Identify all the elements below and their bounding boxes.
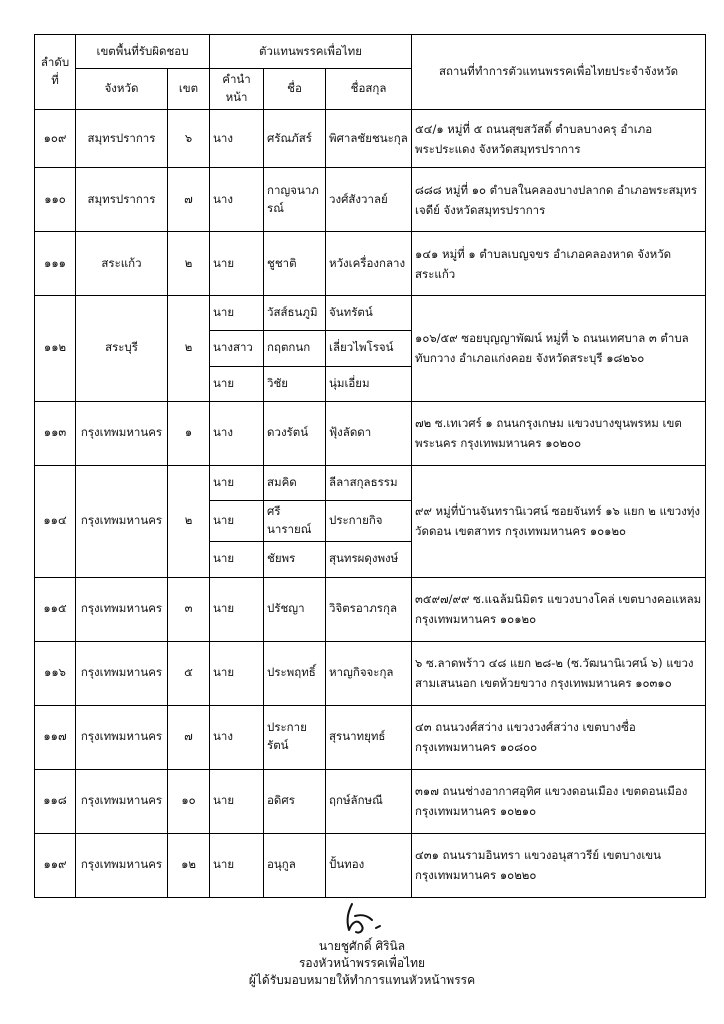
representatives-table xyxy=(34,34,706,898)
rep-last-name: พิศาลชัยชนะกุล xyxy=(326,110,412,168)
row-province: สระบุรี xyxy=(76,296,168,402)
row-district: ๒ xyxy=(168,296,210,402)
table-row xyxy=(35,705,706,769)
header-first-name: ชื่อ xyxy=(264,69,326,110)
rep-title: นาย xyxy=(210,501,264,542)
table-row xyxy=(35,465,706,500)
rep-last-name: ประกายกิจ xyxy=(326,501,412,542)
table-row xyxy=(35,110,706,168)
rep-first-name: ชูชาติ xyxy=(264,232,326,296)
office-address: ๓๕๙๗/๙๙ ซ.แฉล้มนิมิตร แขวงบางโคล่ เขตบางคอแหลม กรุงเทพมหานคร ๑๐๑๒๐ xyxy=(412,577,706,641)
table-row xyxy=(35,769,706,833)
header-seq-line2: ที่ xyxy=(51,73,59,87)
rep-first-name: ดวงรัตน์ xyxy=(264,401,326,465)
rep-title: นาย xyxy=(210,465,264,500)
rep-first-name: ศรีนารายณ์ xyxy=(264,501,326,542)
office-address: ๗๒ ซ.เทเวศร์ ๑ ถนนกรุงเกษม แขวงบางขุนพรหม เขตพระนคร กรุงเทพมหานคร ๑๐๒๐๐ xyxy=(412,401,706,465)
rep-last-name: สุนทรผดุงพงษ์ xyxy=(326,542,412,577)
row-number: ๑๑๕ xyxy=(35,577,76,641)
row-province: สมุทรปราการ xyxy=(76,168,168,232)
rep-first-name: สมคิด xyxy=(264,465,326,500)
rep-title: นาง xyxy=(210,110,264,168)
row-district: ๗ xyxy=(168,705,210,769)
rep-last-name: วงศ์สังวาลย์ xyxy=(326,168,412,232)
rep-last-name: ลีลาสกุลธรรม xyxy=(326,465,412,500)
rep-first-name: อดิศร xyxy=(264,769,326,833)
table-row xyxy=(35,833,706,897)
header-address: สถานที่ทำการตัวแทนพรรคเพื่อไทยประจำจังหวัด xyxy=(412,35,706,110)
header-seq-line1: ลำดับ xyxy=(40,55,70,69)
header-area-group: เขตพื้นที่รับผิดชอบ xyxy=(76,35,210,69)
rep-first-name: ประกายรัตน์ xyxy=(264,705,326,769)
rep-first-name: กาญจนาภรณ์ xyxy=(264,168,326,232)
header-district: เขต xyxy=(168,69,210,110)
signatory-position: รองหัวหน้าพรรคเพื่อไทย xyxy=(298,956,426,970)
rep-first-name: วัสส์ธนภูมิ xyxy=(264,296,326,331)
row-province: กรุงเทพมหานคร xyxy=(76,769,168,833)
rep-title: นาย xyxy=(210,769,264,833)
row-number: ๑๐๙ xyxy=(35,110,76,168)
row-number: ๑๑๑ xyxy=(35,232,76,296)
table-row xyxy=(35,296,706,331)
header-seq xyxy=(35,35,76,110)
office-address: ๔๓๑ ถนนรามอินทรา แขวงอนุสาวรีย์ เขตบางเขน กรุงเทพมหานคร ๑๐๒๒๐ xyxy=(412,833,706,897)
rep-first-name: ชัยพร xyxy=(264,542,326,577)
office-address: ๙๙ หมู่ที่บ้านจันทรานิเวศน์ ซอยจันทร์ ๑๖ แยก ๒ แขวงทุ่งวัดดอน เขตสาทร กรุงเทพมหานคร ๑๐๑๒๐ xyxy=(412,465,706,577)
row-number: ๑๑๓ xyxy=(35,401,76,465)
row-province: สระแก้ว xyxy=(76,232,168,296)
rep-last-name: ฟุ้งลัดดา xyxy=(326,401,412,465)
row-number: ๑๑๗ xyxy=(35,705,76,769)
row-province: กรุงเทพมหานคร xyxy=(76,641,168,705)
rep-first-name: ประพฤทธิ์ xyxy=(264,641,326,705)
row-province: กรุงเทพมหานคร xyxy=(76,833,168,897)
row-province: กรุงเทพมหานคร xyxy=(76,577,168,641)
header-last-name: ชื่อสกุล xyxy=(326,69,412,110)
row-district: ๑๒ xyxy=(168,833,210,897)
rep-first-name: ศรัณภัสร์ xyxy=(264,110,326,168)
rep-title: นาย xyxy=(210,641,264,705)
signatory-name: นายชูศักดิ์ ศิรินิล xyxy=(318,939,406,953)
rep-title: นาย xyxy=(210,577,264,641)
row-district: ๑๐ xyxy=(168,769,210,833)
table-header xyxy=(35,35,706,110)
row-number: ๑๑๖ xyxy=(35,641,76,705)
office-address: ๕๔/๑ หมู่ที่ ๕ ถนนสุขสวัสดิ์ ตำบลบางครุ อำเภอพระประแดง จังหวัดสมุทรปราการ xyxy=(412,110,706,168)
header-rep-group: ตัวแทนพรรคเพื่อไทย xyxy=(210,35,412,69)
rep-first-name: ปรัชญา xyxy=(264,577,326,641)
table-row xyxy=(35,641,706,705)
row-number: ๑๑๒ xyxy=(35,296,76,402)
rep-title: นาย xyxy=(210,833,264,897)
header-province: จังหวัด xyxy=(76,69,168,110)
rep-title: นาย xyxy=(210,232,264,296)
rep-last-name: วิจิตรอาภรกุล xyxy=(326,577,412,641)
office-address: ๑๔๑ หมู่ที่ ๑ ตำบลเบญจขร อำเภอคลองหาด จังหวัดสระแก้ว xyxy=(412,232,706,296)
rep-title: นาย xyxy=(210,366,264,401)
rep-title: นาย xyxy=(210,542,264,577)
office-address: ๔๓ ถนนวงศ์สว่าง แขวงวงศ์สว่าง เขตบางซื่อ กรุงเทพมหานคร ๑๐๘๐๐ xyxy=(412,705,706,769)
signature-block xyxy=(0,898,724,989)
row-number: ๑๑๔ xyxy=(35,465,76,577)
rep-title: นางสาว xyxy=(210,331,264,366)
table-row xyxy=(35,401,706,465)
table-body xyxy=(35,110,706,898)
row-district: ๑ xyxy=(168,401,210,465)
rep-last-name: เลี่ยวไพโรจน์ xyxy=(326,331,412,366)
rep-title: นาง xyxy=(210,401,264,465)
row-district: ๖ xyxy=(168,110,210,168)
row-number: ๑๑๙ xyxy=(35,833,76,897)
rep-title: นาง xyxy=(210,705,264,769)
row-district: ๒ xyxy=(168,465,210,577)
rep-last-name: นุ่มเอี่ยม xyxy=(326,366,412,401)
header-title: คำนำหน้า xyxy=(210,69,264,110)
table-row xyxy=(35,577,706,641)
rep-last-name: ฤกษ์ลักษณี xyxy=(326,769,412,833)
row-province: สมุทรปราการ xyxy=(76,110,168,168)
row-district: ๕ xyxy=(168,641,210,705)
row-province: กรุงเทพมหานคร xyxy=(76,465,168,577)
rep-first-name: กฤตกนก xyxy=(264,331,326,366)
rep-last-name: สุรนาทยุทธ์ xyxy=(326,705,412,769)
rep-last-name: หวังเครื่องกลาง xyxy=(326,232,412,296)
row-district: ๓ xyxy=(168,577,210,641)
row-province: กรุงเทพมหานคร xyxy=(76,705,168,769)
office-address: ๘๘๘ หมู่ที่ ๑๐ ตำบลในคลองบางปลากด อำเภอพระสมุทรเจดีย์ จังหวัดสมุทรปราการ xyxy=(412,168,706,232)
rep-title: นาย xyxy=(210,296,264,331)
rep-first-name: วิชัย xyxy=(264,366,326,401)
table-row xyxy=(35,232,706,296)
row-province: กรุงเทพมหานคร xyxy=(76,401,168,465)
office-address: ๓๑๗ ถนนช่างอากาศอุทิศ แขวงดอนเมือง เขตดอนเมือง กรุงเทพมหานคร ๑๐๒๑๐ xyxy=(412,769,706,833)
row-number: ๑๑๐ xyxy=(35,168,76,232)
signatory-authority: ผู้ได้รับมอบหมายให้ทำการแทนหัวหน้าพรรค xyxy=(248,973,476,987)
rep-last-name: ปั้นทอง xyxy=(326,833,412,897)
row-number: ๑๑๘ xyxy=(35,769,76,833)
office-address: ๑๐๖/๕๙ ซอยบุญญาพัฒน์ หมู่ที่ ๖ ถนนเทศบาล ๓ ตำบลทับกวาง อำเภอแก่งคอย จังหวัดสระบุรี ๑๘๒๖๐ xyxy=(412,296,706,402)
rep-last-name: จันทรัตน์ xyxy=(326,296,412,331)
rep-title: นาง xyxy=(210,168,264,232)
rep-last-name: หาญกิจจะกุล xyxy=(326,641,412,705)
office-address: ๖ ซ.ลาดพร้าว ๔๘ แยก ๒๘-๒ (ซ.วัฒนานิเวศน์ ๖) แขวงสามเสนนอก เขตห้วยขวาง กรุงเทพมหานคร ๑๐๓๑๐ xyxy=(412,641,706,705)
rep-first-name: อนุกูล xyxy=(264,833,326,897)
row-district: ๗ xyxy=(168,168,210,232)
row-district: ๒ xyxy=(168,232,210,296)
signature-mark xyxy=(322,898,402,938)
table-row xyxy=(35,168,706,232)
